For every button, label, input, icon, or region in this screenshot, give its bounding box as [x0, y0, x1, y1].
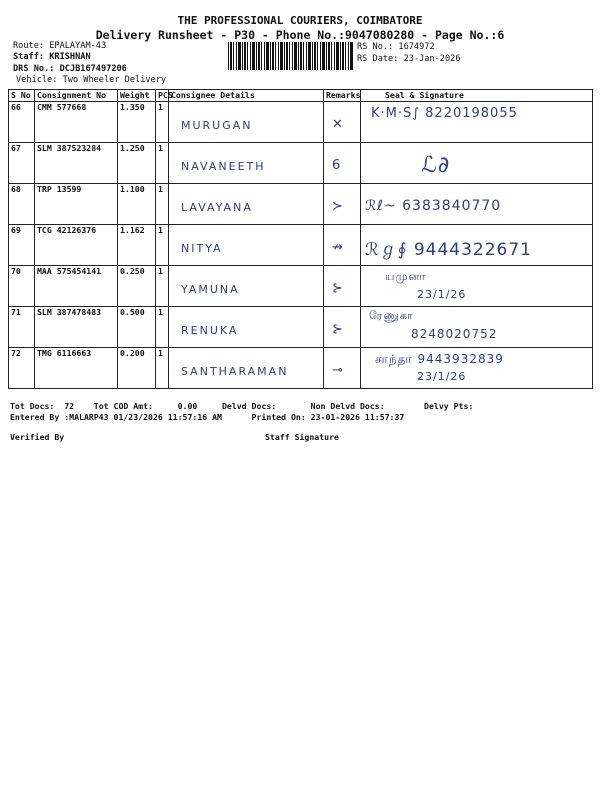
- cell-pcs: 1: [156, 307, 169, 348]
- cell-consignment: TMG 6116663: [35, 348, 118, 389]
- signature-handwriting-2: 8248020752: [411, 327, 498, 341]
- consignee-handwriting: RENUKA: [181, 324, 239, 337]
- cell-remark: [324, 266, 361, 307]
- table-header-row: [9, 90, 593, 102]
- cell-sno: 71: [9, 307, 35, 348]
- table-row: [9, 102, 593, 143]
- table-row: [9, 225, 593, 266]
- col-header-consignee: Consignee Details: [169, 90, 324, 102]
- remark-mark: ⊱: [332, 322, 345, 337]
- rs-no-label: RS No.:: [357, 42, 394, 52]
- signature-handwriting: யமுனா: [385, 270, 427, 283]
- barcode-image: [228, 42, 354, 70]
- runsheet-table: [8, 89, 593, 389]
- cell-consignee: [169, 102, 324, 143]
- vehicle-value: Two Wheeler Delivery: [62, 75, 167, 85]
- staff-signature-label: Staff Signature: [265, 432, 339, 442]
- cell-weight: 1.100: [118, 184, 156, 225]
- consignee-handwriting: NAVANEETH: [181, 160, 266, 173]
- totals-line: Tot Docs: 72 Tot COD Amt: 0.00 Delvd Docs: Non Delvd Docs: Delvy Pts:: [10, 401, 474, 411]
- cell-sno: 72: [9, 348, 35, 389]
- signature-handwriting: K·M·S∫ 8220198055: [371, 106, 518, 121]
- cell-remark: [324, 348, 361, 389]
- cell-signature: [361, 143, 593, 184]
- cell-consignee: [169, 225, 324, 266]
- runsheet-subtitle: Delivery Runsheet - P30 - Phone No.:9047080280 - Page No.:6: [95, 28, 505, 42]
- cell-weight: 1.250: [118, 143, 156, 184]
- cell-consignment: TRP 13599: [35, 184, 118, 225]
- cell-sno: 69: [9, 225, 35, 266]
- cell-remark: [324, 307, 361, 348]
- signature-handwriting: ℛℓ~ 6383840770: [365, 198, 502, 214]
- rs-date-label: RS Date:: [357, 54, 399, 64]
- cell-signature: [361, 266, 593, 307]
- drs-label: DRS No.:: [13, 64, 55, 74]
- cell-signature: [361, 307, 593, 348]
- cell-pcs: 1: [156, 143, 169, 184]
- table-row: [9, 184, 593, 225]
- table-row: [9, 307, 593, 348]
- col-header-pcs: PCS: [156, 90, 169, 102]
- staff-label: Staff:: [13, 52, 45, 62]
- rs-date-value: 23-Jan-2026: [403, 54, 461, 64]
- table-row: [9, 143, 593, 184]
- cell-consignment: MAA 575454141: [35, 266, 118, 307]
- table-row: [9, 348, 593, 389]
- cell-consignee: [169, 266, 324, 307]
- cell-remark: [324, 225, 361, 266]
- cell-pcs: 1: [156, 266, 169, 307]
- signature-handwriting: ℛℊ∮ 9444322671: [365, 240, 532, 260]
- cell-signature: [361, 184, 593, 225]
- cell-consignee: [169, 307, 324, 348]
- cell-sno: 68: [9, 184, 35, 225]
- col-header-signature: Seal & Signature: [361, 90, 593, 102]
- cell-consignment: SLM 387523284: [35, 143, 118, 184]
- company-title: THE PROFESSIONAL COURIERS, COIMBATORE: [177, 14, 423, 27]
- signature-handwriting-2: 23/1/26: [417, 288, 467, 301]
- cell-pcs: 1: [156, 184, 169, 225]
- cell-consignment: TCG 42126376: [35, 225, 118, 266]
- cell-weight: 0.500: [118, 307, 156, 348]
- col-header-weight: Weight: [118, 90, 156, 102]
- cell-pcs: 1: [156, 348, 169, 389]
- cell-remark: [324, 102, 361, 143]
- consignee-handwriting: SANTHARAMAN: [181, 365, 289, 378]
- cell-weight: 1.350: [118, 102, 156, 143]
- cell-signature: [361, 225, 593, 266]
- col-header-consignment: Consignment No: [35, 90, 118, 102]
- drs-line: [13, 64, 127, 75]
- cell-remark: [324, 184, 361, 225]
- cell-pcs: 1: [156, 225, 169, 266]
- signature-handwriting: சாந்தா 9443932839: [375, 352, 504, 366]
- col-header-sno: S No: [9, 90, 35, 102]
- remark-mark: ⊱: [332, 281, 345, 296]
- vehicle-line: [16, 75, 166, 86]
- consignee-handwriting: YAMUNA: [181, 283, 240, 296]
- col-header-remarks: Remarks: [324, 90, 361, 102]
- table-row: [9, 266, 593, 307]
- remark-mark: ≻: [332, 199, 345, 214]
- consignee-handwriting: NITYA: [181, 242, 223, 255]
- cell-signature: [361, 348, 593, 389]
- cell-consignee: [169, 348, 324, 389]
- cell-consignee: [169, 184, 324, 225]
- consignee-handwriting: LAVAYANA: [181, 201, 253, 214]
- cell-consignee: [169, 143, 324, 184]
- cell-remark: [324, 143, 361, 184]
- route-line: [13, 41, 106, 52]
- cell-sno: 66: [9, 102, 35, 143]
- drs-value: DCJB167497206: [59, 64, 127, 74]
- rs-date-line: [357, 54, 461, 65]
- entered-printed-line: Entered By :MALARP43 01/23/2026 11:57:16 AM Printed On: 23-01-2026 11:57:37: [10, 412, 405, 422]
- cell-weight: 1.162: [118, 225, 156, 266]
- remark-mark: ✕: [332, 117, 345, 132]
- remark-mark: ↛: [332, 240, 345, 255]
- verified-by-label: Verified By: [10, 432, 65, 442]
- remark-mark: 6: [332, 158, 343, 173]
- cell-weight: 0.250: [118, 266, 156, 307]
- cell-consignment: SLM 387478483: [35, 307, 118, 348]
- route-value: EPALAYAM-43: [49, 41, 107, 51]
- rs-no-line: [357, 42, 435, 53]
- vehicle-label: Vehicle:: [16, 75, 58, 85]
- signature-handwriting: ரேணுகா: [369, 309, 414, 322]
- staff-line: [13, 52, 91, 63]
- staff-value: KRISHNAN: [49, 52, 91, 62]
- cell-signature: [361, 102, 593, 143]
- cell-consignment: CMM 577668: [35, 102, 118, 143]
- consignee-handwriting: MURUGAN: [181, 119, 253, 132]
- route-label: Route:: [13, 41, 45, 51]
- remark-mark: ⊸: [332, 363, 345, 378]
- signature-handwriting: ℒ∂: [421, 153, 451, 178]
- cell-sno: 70: [9, 266, 35, 307]
- cell-weight: 0.200: [118, 348, 156, 389]
- cell-pcs: 1: [156, 102, 169, 143]
- signature-handwriting-2: 23/1/26: [417, 370, 467, 383]
- cell-sno: 67: [9, 143, 35, 184]
- rs-no-value: 1674972: [398, 42, 435, 52]
